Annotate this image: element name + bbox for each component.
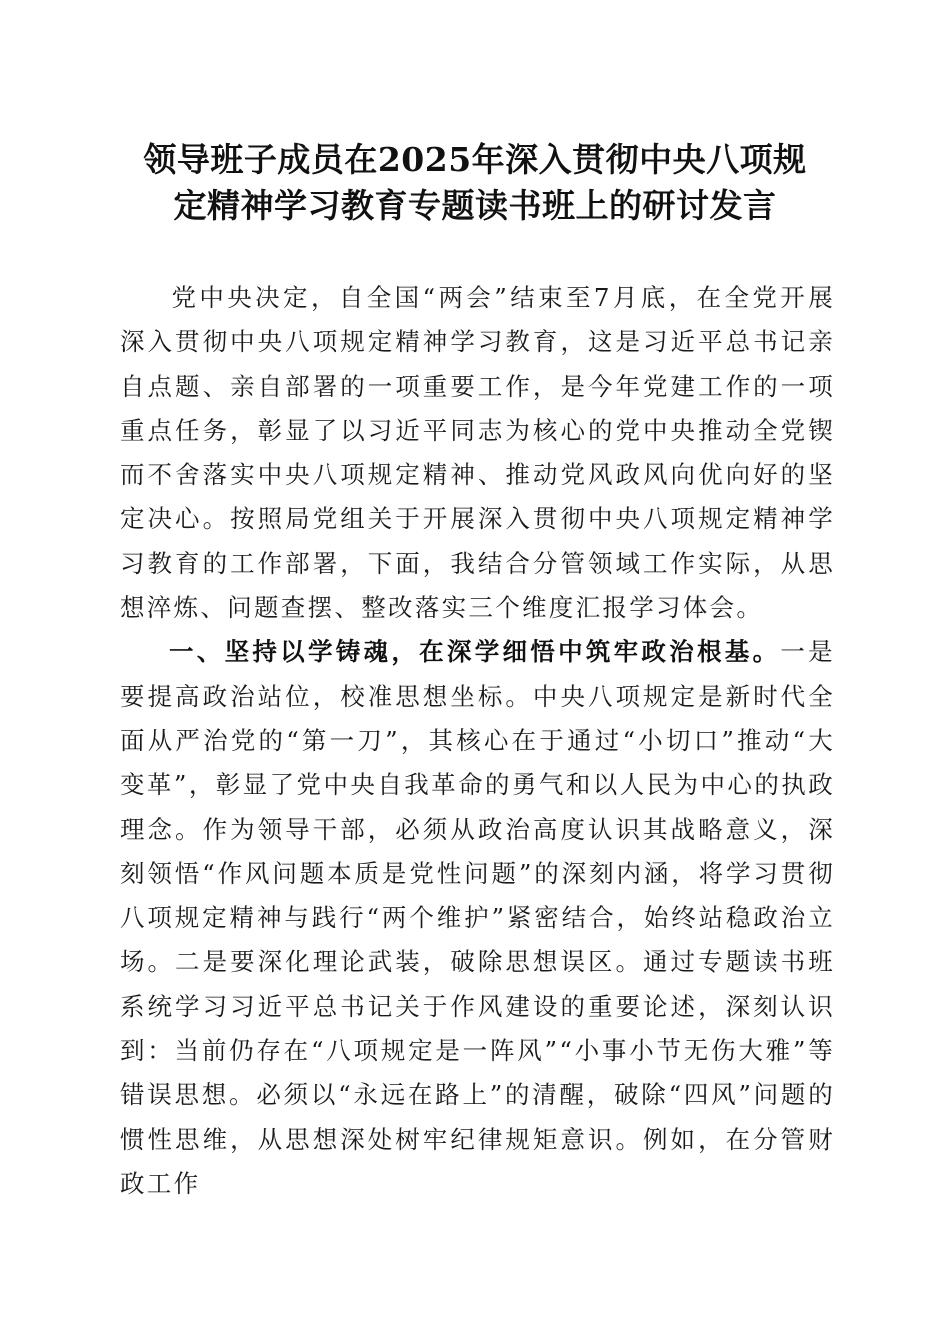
intro-paragraph: 党中央决定，自全国“两会”结束至7月底，在全党开展深入贯彻中央八项规定精神学习教育，这是习近平总书记亲自点题、亲自部署的一项重要工作，是今年党建工作的一项重点任务，彰显了以习近平同志为核心的党中央推动全党锲而不舍落实中央八项规定精神、推动党风政风向优向好的坚定决心。按照局党组关于开展深入贯彻中央八项规定精神学习教育的工作部署，下面，我结合分管领域工作实际，从思想淬炼、问题查摆、整改落实三个维度汇报学习体会。 bbox=[120, 283, 835, 623]
section-1-paragraph bbox=[120, 630, 835, 1206]
title-line-1: 领导班子成员在2025年深入贯彻中央八项规 bbox=[143, 140, 807, 179]
section-1-heading: 一、坚持以学铸魂，在深学细悟中筑牢政治根基。 bbox=[169, 637, 781, 667]
document-title bbox=[100, 137, 850, 229]
title-line-2: 定精神学习教育专题读书班上的研讨发言 bbox=[173, 186, 777, 225]
section-1-body: 一是要提高政治站位，校准思想坐标。中央八项规定是新时代全面从严治党的“第一刀”，其核心在于通过“小切口”推动“大变革”，彰显了党中央自我革命的勇气和以人民为中心的执政理念。作为领导干部，必须从政治高度认识其战略意义，深刻领悟“作风问题本质是党性问题”的深刻内涵，将学习贯彻八项规定精神与践行“两个维护”紧密结合，始终站稳政治立场。二是要深化理论武装，破除思想误区。通过专题读书班系统学习习近平总书记关于作风建设的重要论述，深刻认识到：当前仍存在“八项规定是一阵风”“小事小节无伤大雅”等错误思想。必须以“永远在路上”的清醒，破除“四风”问题的惯性思维，从思想深处树牢纪律规矩意识。例如，在分管财政工作 bbox=[120, 637, 835, 1198]
document-body bbox=[120, 276, 835, 1206]
